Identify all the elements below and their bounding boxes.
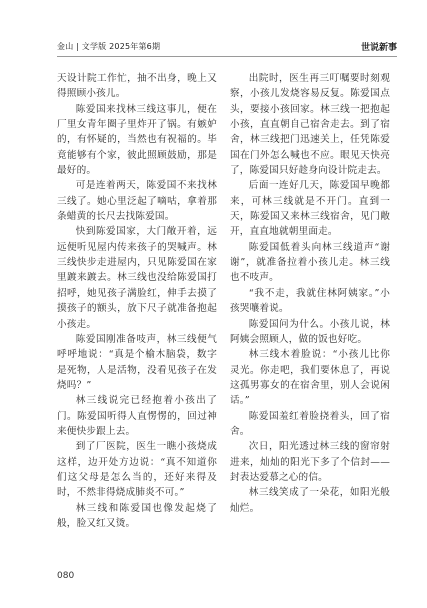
paragraph: 次日，阳光透过林三线的窗帘射进来，灿灿的阳光下多了个信封——封表达爱慕之心的信。 xyxy=(230,441,390,483)
paragraph: 陈爱国羞红着脸挠着头，回了宿舍。 xyxy=(230,410,390,437)
paragraph: 林三线说完已经抱着小孩出了门。陈爱国听得人直愣愣的，回过神来便快步跟上去。 xyxy=(57,395,217,437)
paragraph: 快到陈爱国家，大门敞开着，远远便听见屋内传来孩子的哭喊声。林三线快步走进屋内，只见陈爱国在家里踱来踱去。林三线也没给陈爱国打招呼，她见孩子满脸红，伸手去摸了摸孩子的额头，放下尺子就准备抱起小孩走。 xyxy=(57,226,217,330)
page-number: 080 xyxy=(57,571,75,581)
paragraph: 出院时，医生再三叮嘱要时刻观察，小孩儿发烧容易反复。陈爱国点头，要接小孩回家。林三线一把抱起小孩，直直朝自己宿舍走去。到了宿舍，林三线把门迅速关上，任凭陈爱国在门外怎么喊也不应。眼见天快亮了，陈爱国只好趁身向设计院走去。 xyxy=(230,73,390,177)
paragraph: 到了厂医院，医生一瞧小孩烧成这样，边开处方边说：“真不知道你们这父母是怎么当的，还好来得及时，不然非得烧成肺炎不可。” xyxy=(57,441,217,499)
paragraph: 林三线和陈爱国也像发起烧了般，脸又红又烫。 xyxy=(57,502,217,529)
paragraph: 陈爱国问为什么。小孩儿说，林阿姨会照顾人，做的饭也好吃。 xyxy=(230,318,390,345)
paragraph: 陈爱国刚准备吱声，林三线便气呼呼地说：“真是个榆木脑袋，数字是死物，人是活物，没看见孩子在发烧吗？” xyxy=(57,333,217,391)
section-title: 世说新事 xyxy=(360,43,397,53)
paragraph: 陈爱国来找林三线这事儿，便在厂里女青年圈子里炸开了锅。有嫉妒的，有怀疑的，当然也有祝福的。毕竟能够有个家，彼此照顾鼓励，那是最好的。 xyxy=(57,103,217,177)
magazine-issue-label: 金山 | 文学版 2025年第6期 xyxy=(57,42,161,51)
paragraph: 林三线木着脸说：“小孩儿比你灵光。你走吧，我们要休息了，再说这孤男寡女的在宿舍里，别人会说闲话。” xyxy=(230,349,390,407)
paragraph: “我不走，我就住林阿姨家。”小孩哭嚷着说。 xyxy=(230,287,390,315)
paragraph: 天设计院工作忙，抽不出身，晚上又得照顾小孩儿。 xyxy=(57,73,217,100)
running-header xyxy=(57,38,397,52)
paragraph: 林三线笑成了一朵花，如阳光般灿烂。 xyxy=(230,487,390,514)
paragraph: 可是连着两天，陈爱国不来找林三线了。她心里泛起了嘀咕，拿着那条蜡黄的长尺去找陈爱国。 xyxy=(57,180,217,223)
paragraph: 陈爱国低着头向林三线道声“谢谢”，就准备拉着小孩儿走。林三线也不吱声。 xyxy=(230,241,390,284)
paragraph: 后面一连好几天，陈爱国早晚都来，可林三线就是不开门。直到一天，陈爱国又来林三线宿舍，见门敞开，直直地就朝里面走。 xyxy=(230,180,390,238)
header-rule xyxy=(57,56,397,57)
text-column-right xyxy=(230,71,390,516)
text-column-left xyxy=(57,71,217,531)
